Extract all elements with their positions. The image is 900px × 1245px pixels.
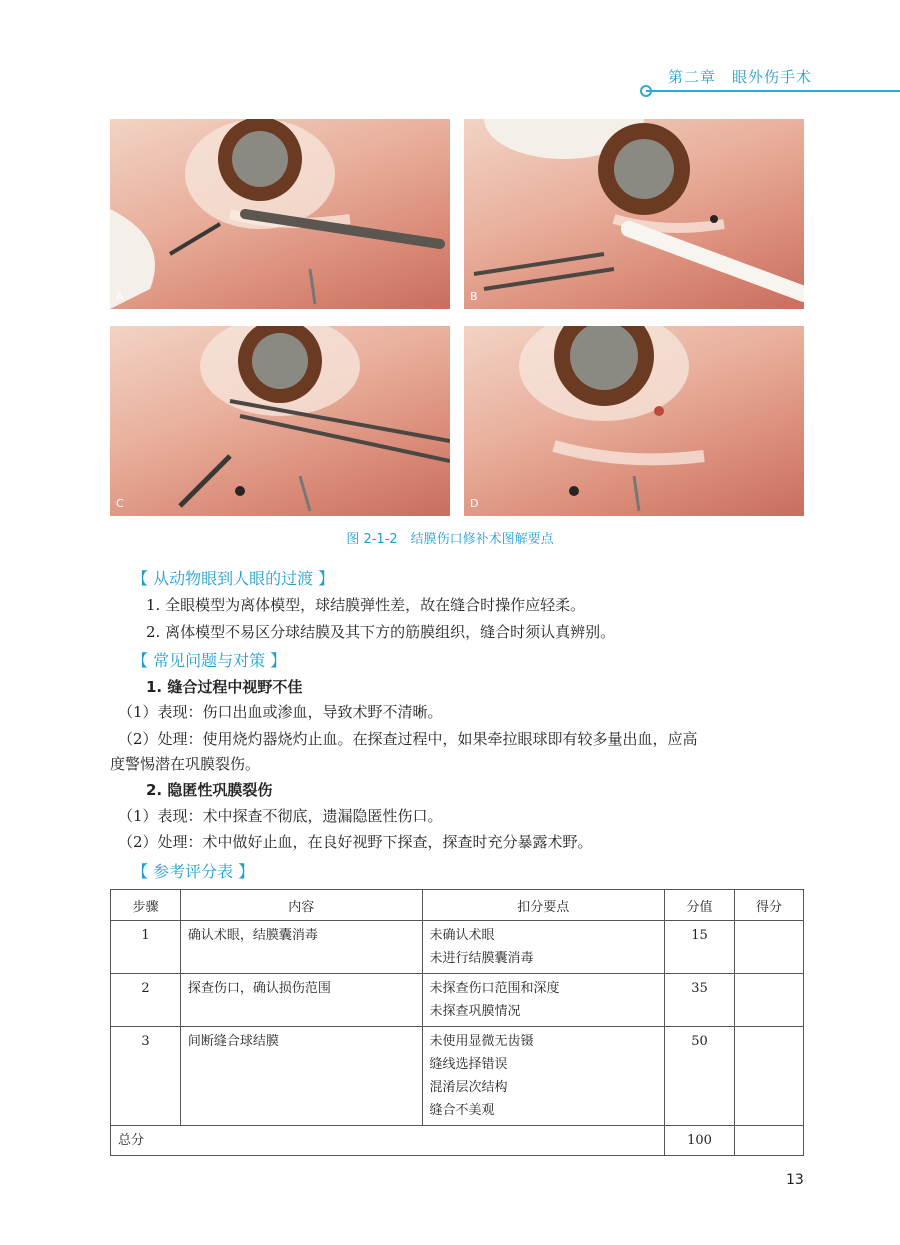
table-total-row [111, 1126, 804, 1156]
cell-total-score: 100 [665, 1126, 735, 1156]
cell-deduction-points [422, 1027, 665, 1126]
photo-panel-b [464, 119, 804, 309]
column-header-score: 分值 [665, 890, 735, 921]
cell-content: 确认术眼，结膜囊消毒 [180, 921, 422, 974]
cell-step: 3 [111, 1027, 181, 1126]
cell-step: 1 [111, 921, 181, 974]
deduction-point: 未进行结膜囊消毒 [429, 951, 534, 966]
score-table [110, 889, 804, 1156]
column-header-obtained: 得分 [735, 890, 804, 921]
paragraph-line: （2）处理：术中做好止血，在良好视野下探查，探查时充分暴露术野。 [118, 833, 593, 851]
photo-panel-a [110, 119, 450, 309]
cell-obtained[interactable] [735, 974, 804, 1027]
problem-title: 2. 隐匿性巩膜裂伤 [146, 781, 273, 799]
cell-deduction-points [422, 921, 665, 974]
deduction-point: 未探查伤口范围和深度 [429, 981, 560, 996]
cell-deduction-points [422, 974, 665, 1027]
column-header-content: 内容 [180, 890, 422, 921]
cell-score: 50 [665, 1027, 735, 1126]
section-heading-transition: 【 从动物眼到人眼的过渡 】 [132, 569, 335, 588]
cell-score: 35 [665, 974, 735, 1027]
paragraph-item: 2. 离体模型不易区分球结膜及其下方的筋膜组织，缝合时须认真辨别。 [146, 623, 616, 641]
figure-caption: 图 2-1-2 结膜伤口修补术图解要点 [346, 532, 554, 547]
panel-label-b: B [470, 290, 478, 303]
eye-photo-illustration [464, 326, 804, 516]
photo-panel-d [464, 326, 804, 516]
chapter-number: 第二章 [668, 68, 717, 86]
eye-photo-illustration [464, 119, 804, 309]
deduction-point: 缝线选择错误 [429, 1057, 508, 1072]
table-row [111, 974, 804, 1027]
problem-title: 1. 缝合过程中视野不佳 [146, 678, 303, 696]
cell-content: 间断缝合球结膜 [180, 1027, 422, 1126]
cell-step: 2 [111, 974, 181, 1027]
eye-photo-illustration [110, 326, 450, 516]
deduction-point: 缝合不美观 [429, 1103, 495, 1118]
header-rule [646, 90, 900, 92]
table-row [111, 921, 804, 974]
panel-label-a: A [116, 290, 124, 303]
cell-total-obtained[interactable] [735, 1126, 804, 1156]
panel-label-d: D [470, 497, 479, 510]
column-header-step: 步骤 [111, 890, 181, 921]
deduction-point: 混淆层次结构 [429, 1080, 508, 1095]
paragraph-line: （1）表现：术中探查不彻底，遗漏隐匿性伤口。 [118, 807, 443, 825]
cell-content: 探查伤口，确认损伤范围 [180, 974, 422, 1027]
paragraph-line: 度警惕潜在巩膜裂伤。 [110, 755, 261, 773]
deduction-point: 未探查巩膜情况 [429, 1004, 521, 1019]
deduction-point: 未使用显微无齿镊 [429, 1034, 534, 1049]
column-header-deduction: 扣分要点 [422, 890, 665, 921]
eye-photo-illustration [110, 119, 450, 309]
cell-obtained[interactable] [735, 921, 804, 974]
page-number: 13 [786, 1172, 804, 1188]
paragraph-item: 1. 全眼模型为离体模型，球结膜弹性差，故在缝合时操作应轻柔。 [146, 596, 586, 614]
section-heading-score-table: 【 参考评分表 】 [132, 862, 255, 881]
chapter-title: 眼外伤手术 [732, 68, 813, 86]
photo-panel-c [110, 326, 450, 516]
cell-score: 15 [665, 921, 735, 974]
paragraph-line: （2）处理：使用烧灼器烧灼止血。在探查过程中，如果牵拉眼球即有较多量出血，应高 [118, 730, 698, 748]
figure-photo-grid [110, 119, 804, 517]
cell-total-label: 总分 [111, 1126, 665, 1156]
section-heading-problems: 【 常见问题与对策 】 [132, 651, 287, 670]
paragraph-line: （1）表现：伤口出血或渗血，导致术野不清晰。 [118, 703, 443, 721]
table-header-row [111, 890, 804, 921]
running-header [668, 66, 812, 87]
cell-obtained[interactable] [735, 1027, 804, 1126]
deduction-point: 未确认术眼 [429, 928, 495, 943]
table-row [111, 1027, 804, 1126]
panel-label-c: C [116, 497, 124, 510]
